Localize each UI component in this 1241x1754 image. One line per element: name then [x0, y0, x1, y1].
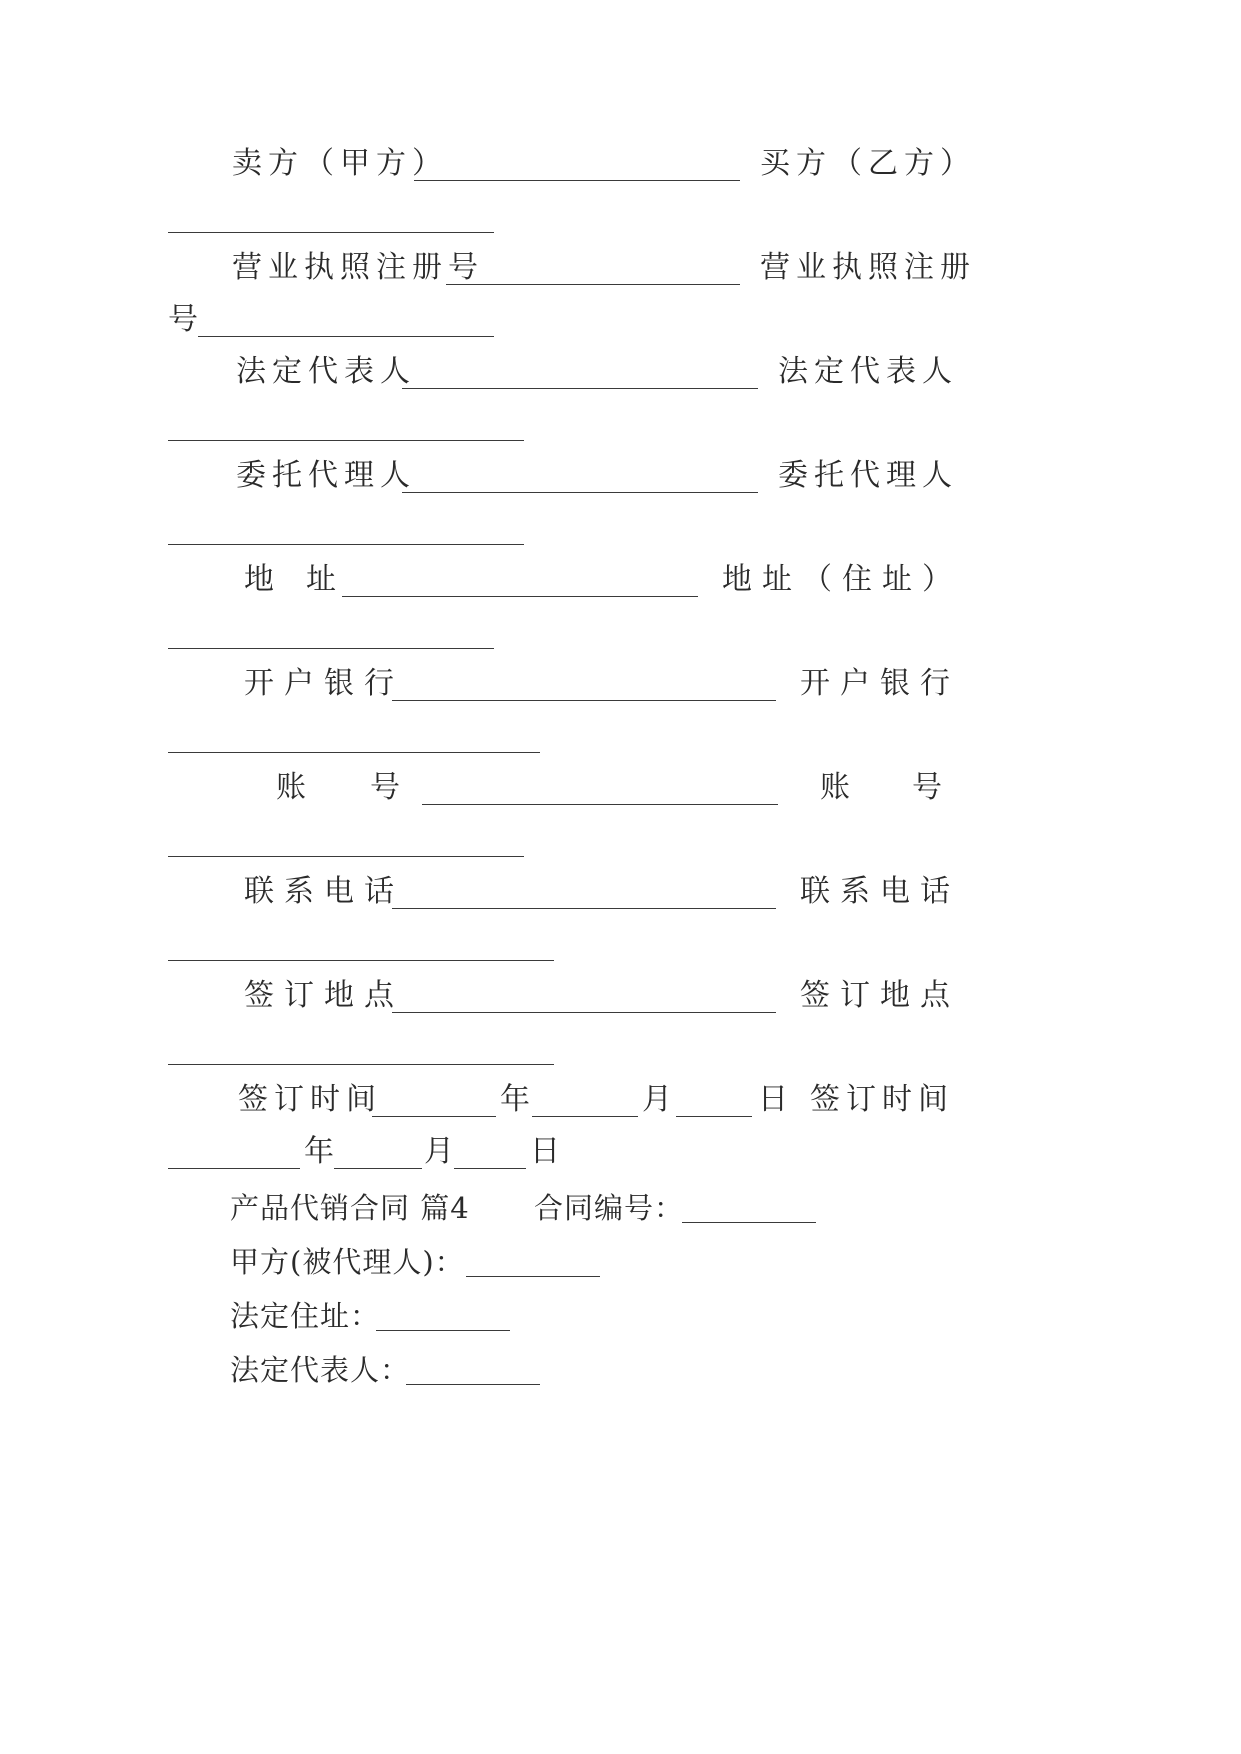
- license-right-blank[interactable]: [198, 336, 494, 337]
- date-left-label: 签订时间: [238, 1082, 382, 1117]
- agent-left-blank[interactable]: [402, 492, 758, 493]
- legal-rep-left-blank[interactable]: [402, 388, 758, 389]
- date-left-month-blank[interactable]: [532, 1116, 638, 1117]
- phone-left-blank[interactable]: [392, 908, 776, 909]
- address-left-blank[interactable]: [342, 596, 698, 597]
- account-right-char1: 账: [820, 770, 850, 805]
- contract-number-label: 合同编号：: [534, 1191, 685, 1225]
- address-left-char1: 地: [244, 562, 274, 597]
- bank-right-label: 开户银行: [800, 666, 960, 701]
- bank-left-blank[interactable]: [392, 700, 776, 701]
- date-right-month-blank[interactable]: [334, 1168, 422, 1169]
- buyer-label: 买方（乙方）: [760, 146, 976, 181]
- license-left-blank[interactable]: [446, 284, 740, 285]
- seller-label: 卖方（甲方）: [232, 146, 448, 181]
- bank-right-blank[interactable]: [168, 752, 540, 753]
- contract4-heading: 产品代销合同 篇4: [230, 1191, 470, 1225]
- date-left-day: 日: [758, 1082, 788, 1117]
- address-right-blank[interactable]: [168, 648, 494, 649]
- date-left-year: 年: [500, 1082, 530, 1117]
- legal-address-blank[interactable]: [376, 1330, 510, 1331]
- date-right-year: 年: [304, 1134, 334, 1169]
- license-right-label-wrap: 号: [168, 302, 198, 337]
- phone-right-blank[interactable]: [168, 960, 554, 961]
- account-right-char2: 号: [912, 770, 942, 805]
- buyer-blank[interactable]: [168, 232, 494, 233]
- account-left-blank[interactable]: [422, 804, 778, 805]
- address-right-label: 地址（住址）: [722, 562, 962, 597]
- legal-rep-blank[interactable]: [406, 1384, 540, 1385]
- date-left-year-blank[interactable]: [372, 1116, 496, 1117]
- license-left-label: 营业执照注册号: [232, 250, 484, 285]
- contract-number-blank[interactable]: [682, 1222, 816, 1223]
- legal-rep-left-label: 法定代表人: [236, 354, 416, 389]
- bank-left-label: 开户银行: [244, 666, 404, 701]
- place-right-label: 签订地点: [800, 978, 960, 1013]
- date-right-year-blank[interactable]: [168, 1168, 300, 1169]
- agent-right-blank[interactable]: [168, 544, 524, 545]
- date-right-label: 签订时间: [810, 1082, 954, 1117]
- seller-blank[interactable]: [414, 180, 740, 181]
- legal-address-label: 法定住址：: [230, 1299, 381, 1333]
- legal-rep-right-label: 法定代表人: [778, 354, 958, 389]
- account-left-char1: 账: [276, 770, 306, 805]
- license-right-label: 营业执照注册: [760, 250, 976, 285]
- agent-right-label: 委托代理人: [778, 458, 958, 493]
- place-left-blank[interactable]: [392, 1012, 776, 1013]
- account-left-char2: 号: [370, 770, 400, 805]
- date-left-day-blank[interactable]: [676, 1116, 752, 1117]
- party-a-blank[interactable]: [466, 1276, 600, 1277]
- date-right-month: 月: [424, 1134, 454, 1169]
- place-left-label: 签订地点: [244, 978, 404, 1013]
- party-a-label: 甲方(被代理人)：: [230, 1245, 465, 1279]
- phone-left-label: 联系电话: [244, 874, 404, 909]
- address-left-char2: 址: [306, 562, 336, 597]
- date-right-day: 日: [530, 1134, 560, 1169]
- account-right-blank[interactable]: [168, 856, 524, 857]
- legal-rep-right-blank[interactable]: [168, 440, 524, 441]
- legal-rep-label: 法定代表人：: [230, 1353, 411, 1387]
- phone-right-label: 联系电话: [800, 874, 960, 909]
- date-left-month: 月: [642, 1082, 672, 1117]
- agent-left-label: 委托代理人: [236, 458, 416, 493]
- date-right-day-blank[interactable]: [454, 1168, 526, 1169]
- place-right-blank[interactable]: [168, 1064, 554, 1065]
